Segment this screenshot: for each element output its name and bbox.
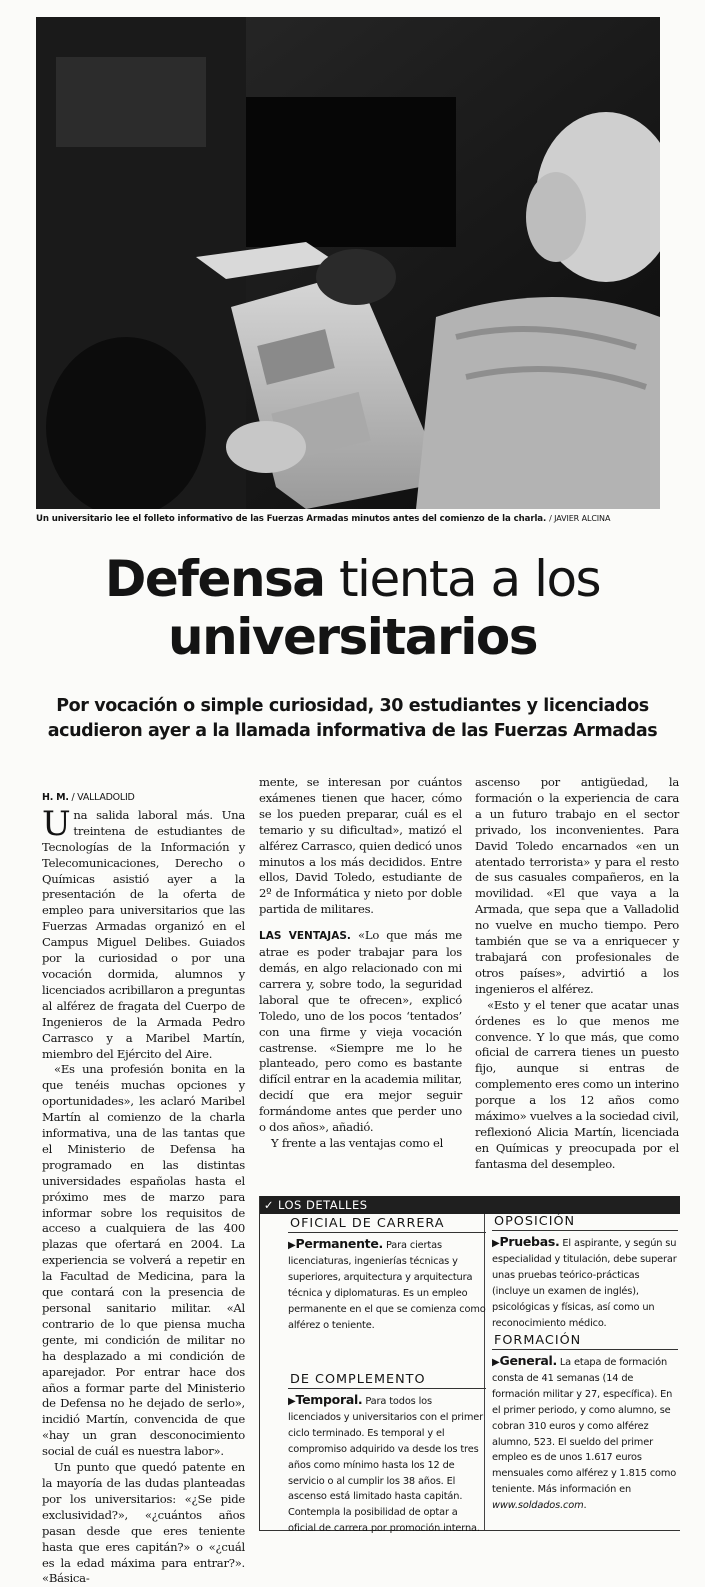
news-photo	[36, 17, 660, 509]
details-oficial	[288, 1215, 486, 1333]
body-paragraph-continued: ascenso por antigüedad, la formación o la experiencia de cara a un futuro trabajo en el sector privado, los inconvenientes. Para David Toledo encarnados «en un atentado terrorista» y para el resto de sus casuales compañeros, en la movilidad. «El que vaya a la Armada, que sepa que a Valladolid no vuelve en mucho tiempo. Pero también que se va a enriquecer y trabajará con profesionales de otros países», advirtió a los ingenieros el alférez.	[475, 775, 679, 996]
headline-light-1: tienta a los	[324, 550, 601, 608]
body-paragraph: Y frente a las ventajas como el	[271, 1135, 444, 1150]
body-paragraph-continued: mente, se interesan por cuántos exámenes tienen que hacer, cómo se los pueden preparar, cuál es el temario y su dificultad», matizó el alférez Carrasco, quien dedicó unos minutos a los más decididos. Entre ellos, David Toledo, estudiante de 2º de Informática y nieto por doble partida de militares.	[259, 775, 462, 917]
body-paragraph: LAS VENTAJAS. «Lo que más me atrae es poder trabajar para los demás, en algo relacionado con mi carrera y, sobre todo, la seguridad laboral que te ofrecen», explicó Toledo, uno de los pocos ‘tentados’ con una firme y vieja vocación castrense. «Siempre me lo he planteado, pero como es bastante difícil entrar en la academia militar, decidí que era mejor seguir formándome antes que perder uno o dos años», añadió.	[259, 928, 462, 1135]
photo-credit: / JAVIER ALCINA	[549, 514, 611, 523]
headline-bold-2: universitarios	[168, 608, 537, 666]
details-heading: DE COMPLEMENTO	[288, 1371, 486, 1389]
details-title: LOS DETALLES	[278, 1198, 368, 1212]
arrow-icon: ▶	[288, 1240, 296, 1251]
body-paragraph: «Es una profesión bonita en la que tenéis muchas opciones y oportunidades», les aclaró Maribel Martín al comienzo de la charla informativa, una de las tantas que el Ministerio de Defensa ha programado en las distintas universidades españolas hasta el próximo mes de marzo para informar sobre los requisitos de acceso a cualquiera de las 400 plazas que ofertará en 2004. La experiencia se volverá a repetir en la Facultad de Medicina, para la que contará con la presencia de personal sanitario militar. «Al contrario de lo que piensa mucha gente, mi condición de militar no ha desplazado a mi condición de aparejador. Por entrar hace dos años a formar parte del Ministerio de Defensa no he dejado de serlo», incidió Martín, convencida de que «hay un gran desconocimiento social de cuál es nuestra labor».	[42, 1062, 245, 1459]
drop-cap: U	[42, 803, 71, 844]
body-paragraph: Una salida laboral más. Una treintena de estudiantes de Tecnologías de la Información y Telecomunicaciones, Derecho o Químicas asistió ayer a la presentación de la oferta de empleo para universitarios que las Fuerzas Armadas organizó en el Campus Miguel Delibes. Guiados por la curiosidad o por una vocación dormida, alumnos y licenciados acribillaron a preguntas al alférez de fragata del Cuerpo de Ingenieros de la Armada Pedro Carrasco y a Maribel Martín, miembro del Ejército del Aire.	[42, 803, 245, 1061]
details-formacion	[492, 1332, 678, 1514]
byline-author: H. M.	[42, 792, 69, 803]
body-paragraph: «Esto y el tener que acatar unas órdenes es lo que menos me convence. Y lo que más, que como oficial de carrera tienes un puesto fijo, aunque si entras de complemento eres como un interino porque a los 12 años como máximo» vuelves a la sociedad civil, reflexionó Alicia Martín, licenciada en Químicas y preocupada por el fantasma del desempleo.	[475, 997, 679, 1171]
checkmark-icon: ✓	[263, 1198, 275, 1212]
subheadline: Por vocación o simple curiosidad, 30 estudiantes y licenciados acudieron ayer a la llamada informativa de las Fuerzas Armadas	[47, 696, 658, 741]
details-complemento	[288, 1371, 486, 1537]
headline-bold-1: Defensa	[104, 550, 325, 608]
body-column-2	[259, 775, 462, 1152]
info-link[interactable]: www.soldados.com	[492, 1500, 584, 1512]
details-heading: FORMACIÓN	[492, 1332, 678, 1350]
headline	[0, 550, 705, 666]
details-title-bar	[260, 1196, 680, 1214]
details-heading: OFICIAL DE CARRERA	[288, 1215, 486, 1233]
section-lead-in: LAS VENTAJAS.	[259, 930, 351, 943]
body-paragraph: Un punto que quedó patente en la mayoría de las dudas planteadas por los universitarios: «¿Se pide exclusividad?», «¿cuántos años pasan desde que eres teniente hasta que eres capitán?» o «¿cuál es la edad máxima para entrar?». «Básica-	[42, 1460, 245, 1586]
body-column-1	[42, 790, 245, 1587]
arrow-icon: ▶	[492, 1238, 500, 1249]
body-column-3	[475, 775, 679, 1173]
byline-city: / VALLADOLID	[68, 792, 135, 803]
details-oposicion	[492, 1213, 678, 1331]
byline	[42, 790, 245, 806]
details-text: ▶General. La etapa de formación consta de 41 semanas (14 de formación militar y 27, específica). En el primer periodo, y como alumno, se cobran 310 euros y como alférez alumno, 523. El sueldo del primer empleo es de unos 1.617 euros mensuales como alférez y 1.815 como teniente. Más información en www.soldados.com.	[492, 1353, 677, 1512]
caption-text: Un universitario lee el folleto informativo de las Fuerzas Armadas minutos antes del comienzo de la charla.	[36, 514, 547, 524]
arrow-icon: ▶	[492, 1357, 500, 1368]
arrow-icon: ▶	[288, 1396, 296, 1407]
photo-caption	[36, 514, 676, 524]
photo-student-reading-brochure	[36, 17, 660, 509]
details-text: ▶Temporal. Para todos los licenciados y universitarios con el primer ciclo terminado. Es temporal y el compromiso adquirido va desde los tres años como mínimo hasta los 12 de servicio o al cumplir los 38 años. El ascenso está limitado hasta capitán. Contempla la posibilidad de optar a oficial de carrera por promoción interna.	[288, 1392, 483, 1535]
details-box	[259, 1196, 680, 1535]
details-text: ▶Permanente. Para ciertas licenciaturas, ingenierías técnicas y superiores, arquitectura y arquitectura técnica y diplomaturas. Es un empleo permanente en el que se comienza como alférez o teniente.	[288, 1236, 486, 1331]
details-heading: OPOSICIÓN	[492, 1213, 678, 1231]
details-text: ▶Pruebas. El aspirante, y según su especialidad y titulación, debe superar unas pruebas teórico-prácticas (incluye un examen de inglés), psicológicas y físicas, así como un reconocimiento médico.	[492, 1234, 677, 1329]
